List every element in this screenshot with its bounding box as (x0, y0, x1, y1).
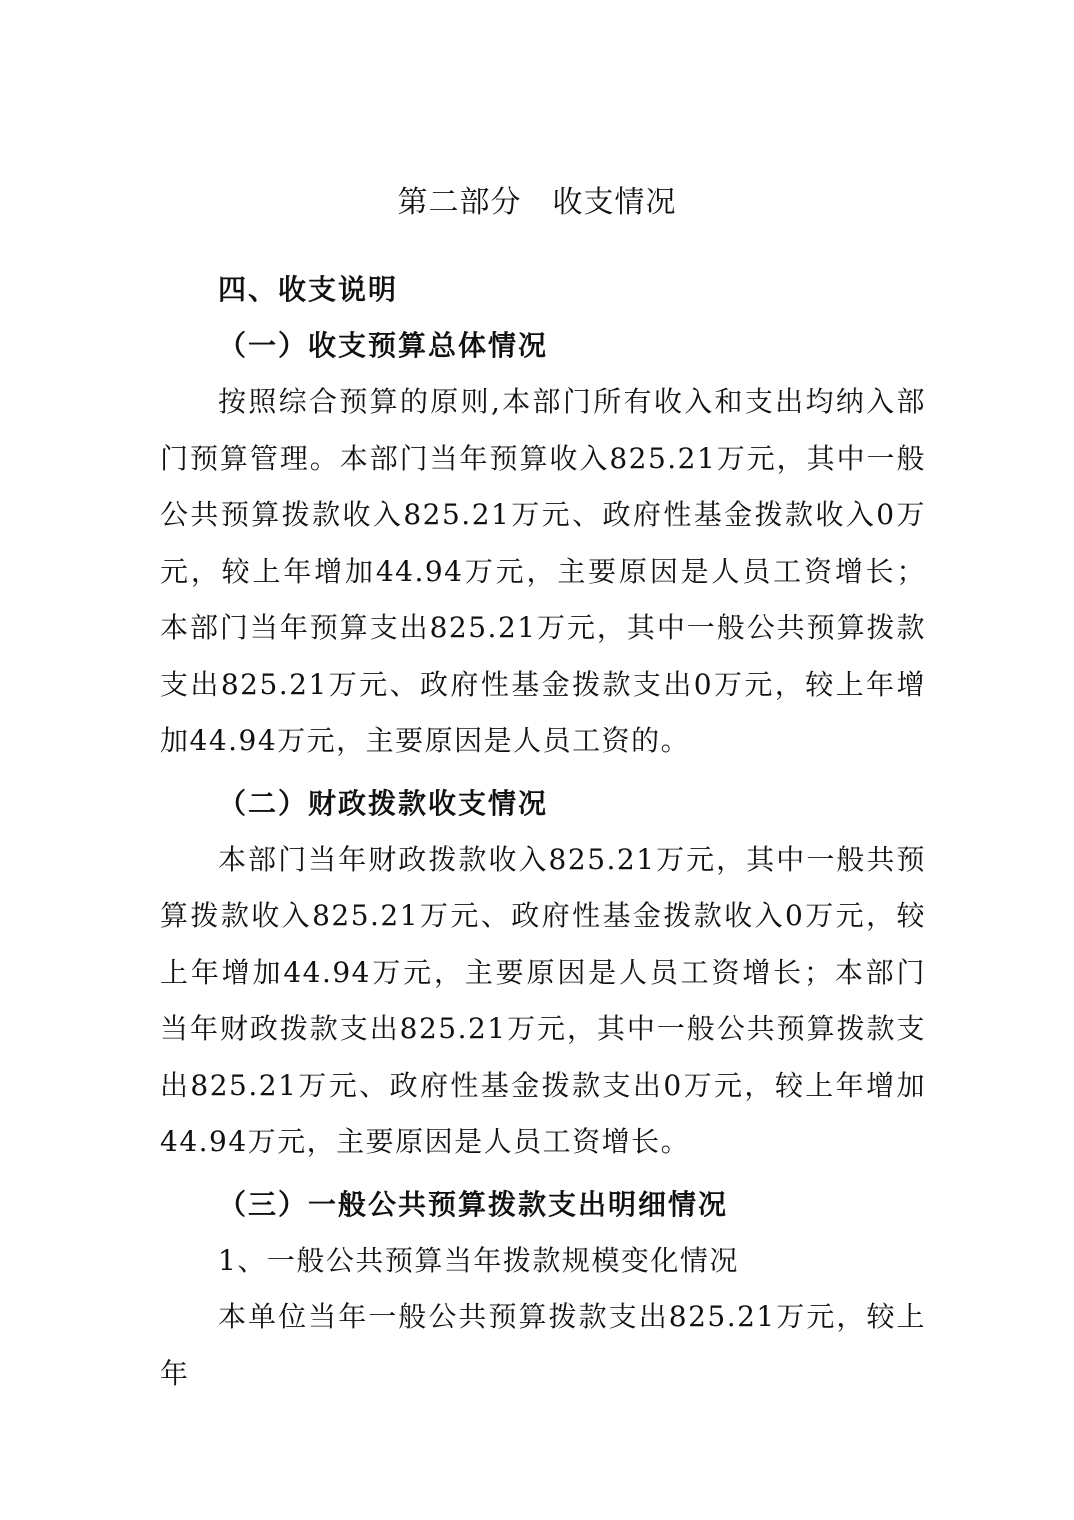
subsection-paragraph-2: 本部门当年财政拨款收入825.21万元，其中一般共预算拨款收入825.21万元、政府性基金拨款收入0万元，较上年增加44.94万元，主要原因是人员工资增长；本部门当年财政拨款支出825.21万元，其中一般公共预算拨款支出825.21万元、政府性基金拨款支出0万元，较上年增加44.94万元，主要原因是人员工资增长。 (160, 842, 926, 1158)
subsection-heading-2: （二）财政拨款收支情况 (218, 786, 549, 820)
item-heading-1: 1、一般公共预算当年拨款规模变化情况 (218, 1243, 739, 1277)
part-title: 第二部分 收支情况 (397, 185, 677, 220)
subsection-paragraph-1: 按照综合预算的原则,本部门所有收入和支出均纳入部门预算管理。本部门当年预算收入825.21万元，其中一般公共预算拨款收入825.21万元、政府性基金拨款收入0万元，较上年增加44.94万元，主要原因是人员工资增长；本部门当年预算支出825.21万元，其中一般公共预算拨款支出825.21万元、政府性基金拨款支出0万元，较上年增加44.94万元，主要原因是人员工资的。 (160, 385, 926, 757)
subsection-heading-3: （三）一般公共预算拨款支出明细情况 (218, 1187, 729, 1221)
document-body (160, 262, 926, 1402)
subsection-heading-1: （一）收支预算总体情况 (218, 329, 549, 362)
subsection-paragraph-3: 本单位当年一般公共预算拨款支出825.21万元，较上年 (160, 1300, 926, 1390)
section-heading: 四、收支说明 (218, 273, 399, 306)
